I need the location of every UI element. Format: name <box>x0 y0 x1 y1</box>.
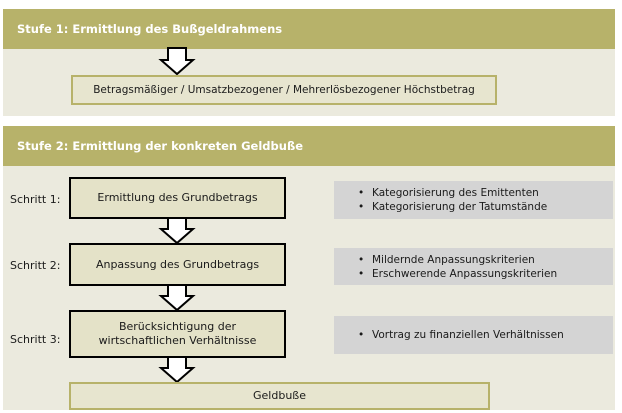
step2-box <box>69 243 286 286</box>
list-item: • Mildernde Anpassungskriterien <box>372 253 613 267</box>
step2-text: Anpassung des Grundbetrags <box>95 257 260 271</box>
arrow-down-icon <box>160 356 194 383</box>
step1-text: Ermittlung des Grundbetrags <box>97 191 258 204</box>
list-item: • Kategorisierung des Emittenten <box>372 186 613 200</box>
step3-text-line: Berücksichtigung der <box>118 320 237 333</box>
step3-text-line: wirtschaftlichen Verhältnisse <box>98 334 257 347</box>
list-item: • Vortrag zu finanziellen Verhältnissen <box>372 328 613 342</box>
list-item: • Kategorisierung der Tatumstände <box>372 200 613 214</box>
step-label: Schritt 2: <box>10 259 61 272</box>
step3-criteria-panel <box>334 316 613 354</box>
stage1-title: Stufe 1: Ermittlung des Bußgeldrahmens <box>17 22 283 36</box>
fine-result-text: Geldbuße <box>253 389 306 402</box>
list-item: • Erschwerende Anpassungskriterien <box>372 267 613 281</box>
stage2-banner <box>3 126 615 166</box>
maximum-amount-text: Betragsmäßiger / Umsatzbezogener / Mehrerlösbezogener Höchstbetrag <box>93 84 475 96</box>
step-label: Schritt 1: <box>10 193 61 206</box>
arrow-down-icon <box>160 48 194 75</box>
maximum-amount-box <box>71 75 497 105</box>
step-label: Schritt 3: <box>10 333 61 346</box>
step1-criteria-panel <box>334 181 613 219</box>
step1-box <box>69 177 286 219</box>
fine-result-box <box>69 382 490 410</box>
arrow-down-icon <box>160 284 194 311</box>
arrow-down-icon <box>160 217 194 244</box>
step2-criteria-panel <box>334 248 613 285</box>
stage1-banner <box>3 9 615 49</box>
step3-box <box>69 310 286 358</box>
stage2-title: Stufe 2: Ermittlung der konkreten Geldbuße <box>17 139 304 153</box>
